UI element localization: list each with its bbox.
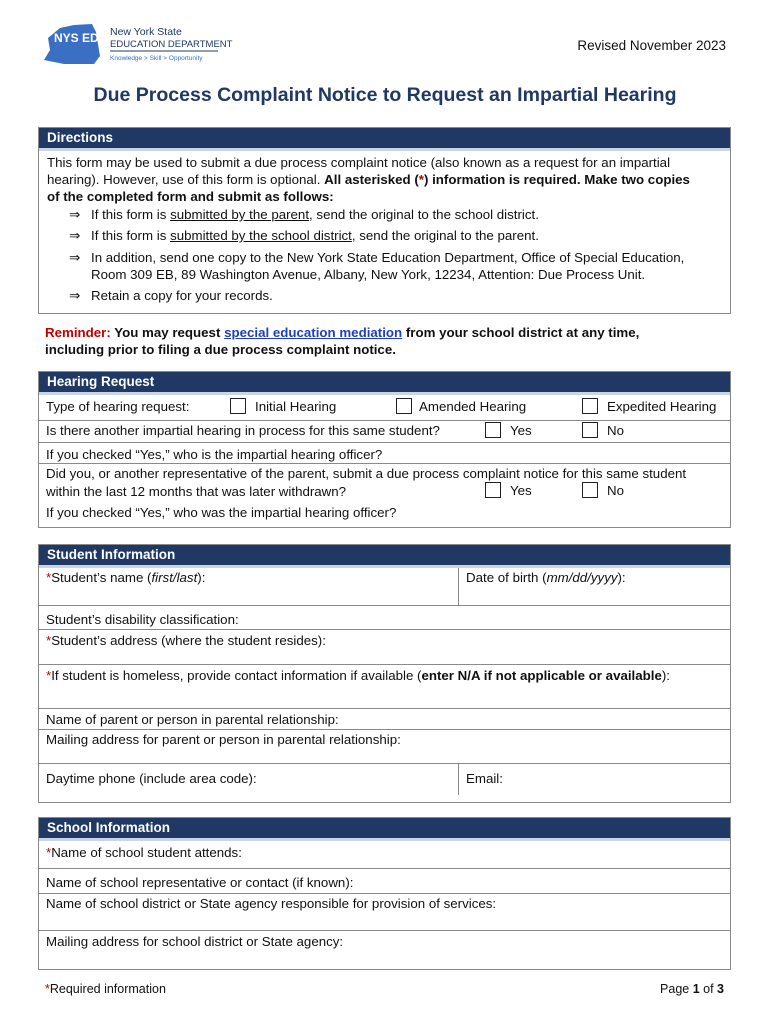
directions-bullet-3: ⇒ In addition, send one copy to the New York State Education Department, Office of Special Education, Room 309 EB, 89 Washington Avenue, Albany, New York, 12234, Attention: Due Process Unit. <box>69 250 685 282</box>
directions-heading: Directions <box>39 128 730 151</box>
directions-bullet-2: ⇒ If this form is submitted by the school district, send the original to the parent. <box>69 228 539 243</box>
school-heading: School Information <box>39 818 730 841</box>
no-label: No <box>607 423 624 438</box>
withdrawn-no-checkbox[interactable] <box>582 482 598 498</box>
yes-label: Yes <box>510 423 532 438</box>
directions-intro-2: hearing). However, use of this form is optional. All asterisked (*) information is required. Make two copies <box>47 172 690 187</box>
parent-name-label: Name of parent or person in parental relationship: <box>46 712 339 727</box>
phone-label: Daytime phone (include area code): <box>46 771 257 786</box>
reminder-note: Reminder: You may request special education mediation from your school district at any time, including prior to filing a due process complaint notice. <box>45 325 640 357</box>
amended-hearing-checkbox[interactable] <box>396 398 412 414</box>
another-hearing-question: Is there another impartial hearing in process for this same student? <box>46 423 440 438</box>
hearing-heading: Hearing Request <box>39 372 730 395</box>
hearing-type-label: Type of hearing request: <box>46 399 190 414</box>
arrow-icon: ⇒ <box>69 228 81 243</box>
student-name-row[interactable] <box>39 568 730 605</box>
homeless-label: *If student is homeless, provide contact information if available (enter N/A if not applicable or available): <box>46 668 670 683</box>
initial-hearing-checkbox[interactable] <box>230 398 246 414</box>
directions-section <box>38 127 731 314</box>
district-mailing-row[interactable] <box>39 930 730 966</box>
page-number: Page 1 of 3 <box>660 982 724 996</box>
disability-label: Student’s disability classification: <box>46 612 239 627</box>
revised-date: Revised November 2023 <box>577 38 726 53</box>
student-heading: Student Information <box>39 545 730 568</box>
withdrawn-question-2: within the last 12 months that was later withdrawn? <box>46 484 347 499</box>
district-label: Name of school district or State agency responsible for provision of services: <box>46 896 497 911</box>
expedited-hearing-checkbox[interactable] <box>582 398 598 414</box>
contact-row[interactable] <box>39 763 730 795</box>
parent-name-row[interactable] <box>39 708 730 729</box>
student-address-row[interactable] <box>39 629 730 664</box>
another-hearing-yes-checkbox[interactable] <box>485 422 501 438</box>
directions-bullet-4: ⇒ Retain a copy for your records. <box>69 288 273 303</box>
logo-line2: EDUCATION DEPARTMENT <box>110 39 233 50</box>
logo-tagline: Knowledge > Skill > Opportunity <box>110 55 203 62</box>
required-note: *Required information <box>45 982 166 996</box>
parent-address-label: Mailing address for parent or person in parental relationship: <box>46 732 401 747</box>
school-name-label: *Name of school student attends: <box>46 845 242 860</box>
school-name-row[interactable] <box>39 841 730 868</box>
logo-mark: NYS ED <box>54 31 99 45</box>
initial-hearing-label: Initial Hearing <box>255 399 337 414</box>
school-rep-label: Name of school representative or contact (if known): <box>46 875 354 890</box>
disability-row[interactable] <box>39 605 730 629</box>
amended-hearing-label: Amended Hearing <box>419 399 527 414</box>
directions-intro-3: of the completed form and submit as follows: <box>47 189 334 204</box>
page-title: Due Process Complaint Notice to Request an Impartial Hearing <box>93 84 677 106</box>
logo-line1: New York State <box>110 26 182 38</box>
nysed-logo <box>40 20 240 66</box>
yes-label: Yes <box>510 483 532 498</box>
email-label: Email: <box>466 771 503 786</box>
withdrawn-yes-checkbox[interactable] <box>485 482 501 498</box>
mediation-link[interactable]: special education mediation <box>224 325 403 340</box>
previous-officer-question: If you checked “Yes,” who was the impartial hearing officer? <box>46 505 397 520</box>
student-address-label: *Student’s address (where the student resides): <box>46 633 326 648</box>
expedited-hearing-label: Expedited Hearing <box>607 399 717 414</box>
student-information-section <box>38 544 731 803</box>
district-mailing-label: Mailing address for school district or State agency: <box>46 934 344 949</box>
directions-intro-1: This form may be used to submit a due process complaint notice (also known as a request for an impartial <box>47 155 671 170</box>
another-hearing-no-checkbox[interactable] <box>582 422 598 438</box>
school-rep-row[interactable] <box>39 868 730 893</box>
no-label: No <box>607 483 624 498</box>
arrow-icon: ⇒ <box>69 250 81 265</box>
arrow-icon: ⇒ <box>69 207 81 222</box>
directions-bullet-1: ⇒ If this form is submitted by the parent, send the original to the school district. <box>69 207 539 222</box>
student-name-label: *Student’s name (first/last): <box>46 570 206 585</box>
hearing-officer-question: If you checked “Yes,” who is the impartial hearing officer? <box>46 447 383 462</box>
arrow-icon: ⇒ <box>69 288 81 303</box>
school-information-section <box>38 817 731 970</box>
homeless-row[interactable] <box>39 664 730 708</box>
parent-address-row[interactable] <box>39 729 730 763</box>
dob-label: Date of birth (mm/dd/yyyy): <box>466 570 626 585</box>
withdrawn-question-1: Did you, or another representative of the parent, submit a due process complaint notice for this same student <box>46 466 687 481</box>
hearing-request-section <box>38 371 731 528</box>
district-row[interactable] <box>39 893 730 930</box>
